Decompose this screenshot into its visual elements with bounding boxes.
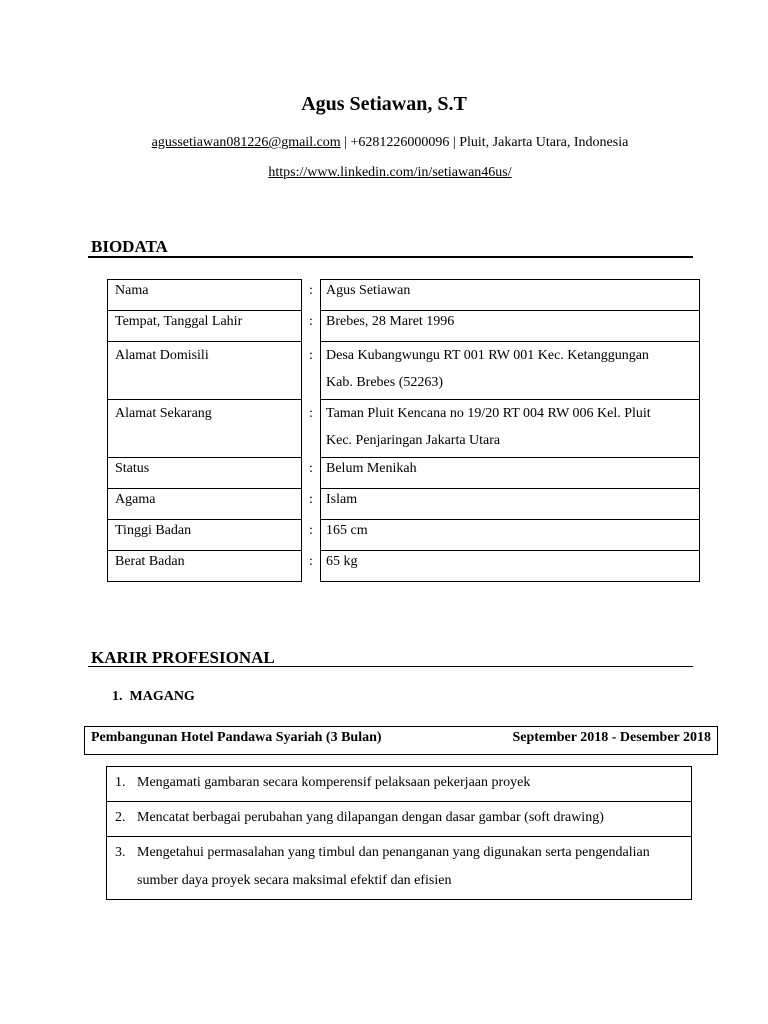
row-value: Brebes, 28 Maret 1996 — [321, 311, 700, 342]
task-cell — [107, 802, 692, 837]
row-label: Status — [108, 458, 302, 489]
row-separator: : — [309, 282, 313, 298]
table-row — [108, 551, 700, 582]
row-value: Islam — [321, 489, 700, 520]
table-row — [108, 280, 700, 311]
job-title: Pembangunan Hotel Pandawa Syariah (3 Bulan) — [91, 730, 382, 745]
row-separator: : — [309, 347, 313, 363]
contact-line — [0, 135, 768, 151]
row-label: Nama — [108, 280, 302, 311]
task-text-line-2: sumber daya proyek secara maksimal efektif dan efisien — [137, 873, 452, 888]
row-value: 65 kg — [321, 551, 700, 582]
row-value — [321, 342, 700, 400]
table-row — [108, 520, 700, 551]
row-separator: : — [309, 491, 313, 507]
row-label: Tempat, Tanggal Lahir — [108, 311, 302, 342]
biodata-table — [107, 279, 700, 582]
contact-details: | +6281226000096 | Pluit, Jakarta Utara, Indonesia — [340, 135, 629, 150]
row-value: 165 cm — [321, 520, 700, 551]
task-number: 1. — [115, 775, 126, 790]
row-value: Agus Setiawan — [321, 280, 700, 311]
row-value-line-2: Kab. Brebes (52263) — [326, 375, 444, 390]
table-row — [108, 400, 700, 458]
row-label: Tinggi Badan — [108, 520, 302, 551]
row-value — [321, 400, 700, 458]
table-row — [108, 489, 700, 520]
email-link[interactable]: agussetiawan081226@gmail.com — [151, 135, 341, 150]
job-dates: September 2018 - Desember 2018 — [512, 730, 711, 745]
task-cell — [107, 767, 692, 802]
linkedin-line — [0, 165, 768, 181]
karir-divider — [88, 666, 693, 667]
subsection-number: 1. — [112, 689, 123, 704]
biodata-heading: BIODATA — [91, 237, 168, 256]
row-label: Berat Badan — [108, 551, 302, 582]
task-number: 2. — [115, 810, 126, 825]
task-number: 3. — [115, 845, 126, 860]
row-separator: : — [309, 553, 313, 569]
row-separator: : — [309, 522, 313, 538]
table-row — [107, 837, 692, 900]
table-row — [108, 342, 700, 400]
job-header — [84, 726, 718, 755]
subsection-heading — [112, 689, 195, 705]
row-separator: : — [309, 313, 313, 329]
table-row — [108, 458, 700, 489]
task-table — [106, 766, 692, 900]
row-value-line-1: Taman Pluit Kencana no 19/20 RT 004 RW 006 Kel. Pluit — [326, 406, 651, 421]
row-label: Agama — [108, 489, 302, 520]
row-label: Alamat Sekarang — [108, 400, 302, 458]
linkedin-link[interactable]: https://www.linkedin.com/in/setiawan46us/ — [268, 165, 512, 180]
row-separator: : — [309, 460, 313, 476]
task-text: Mencatat berbagai perubahan yang dilapangan dengan dasar gambar (soft drawing) — [137, 810, 604, 825]
task-text: Mengetahui permasalahan yang timbul dan penanganan yang digunakan serta pengendalian — [137, 845, 650, 860]
task-text: Mengamati gambaran secara komperensif pelaksaan pekerjaan proyek — [137, 775, 531, 790]
subsection-title: MAGANG — [129, 689, 195, 704]
row-separator: : — [309, 405, 313, 421]
row-value: Belum Menikah — [321, 458, 700, 489]
table-row — [107, 767, 692, 802]
task-cell — [107, 837, 692, 900]
biodata-divider — [88, 256, 693, 258]
row-value-line-2: Kec. Penjaringan Jakarta Utara — [326, 433, 501, 448]
table-row — [107, 802, 692, 837]
candidate-name: Agus Setiawan, S.T — [301, 93, 467, 115]
karir-heading: KARIR PROFESIONAL — [91, 648, 275, 667]
row-value-line-1: Desa Kubangwungu RT 001 RW 001 Kec. Ketanggungan — [326, 348, 649, 363]
table-row — [108, 311, 700, 342]
row-label: Alamat Domisili — [108, 342, 302, 400]
